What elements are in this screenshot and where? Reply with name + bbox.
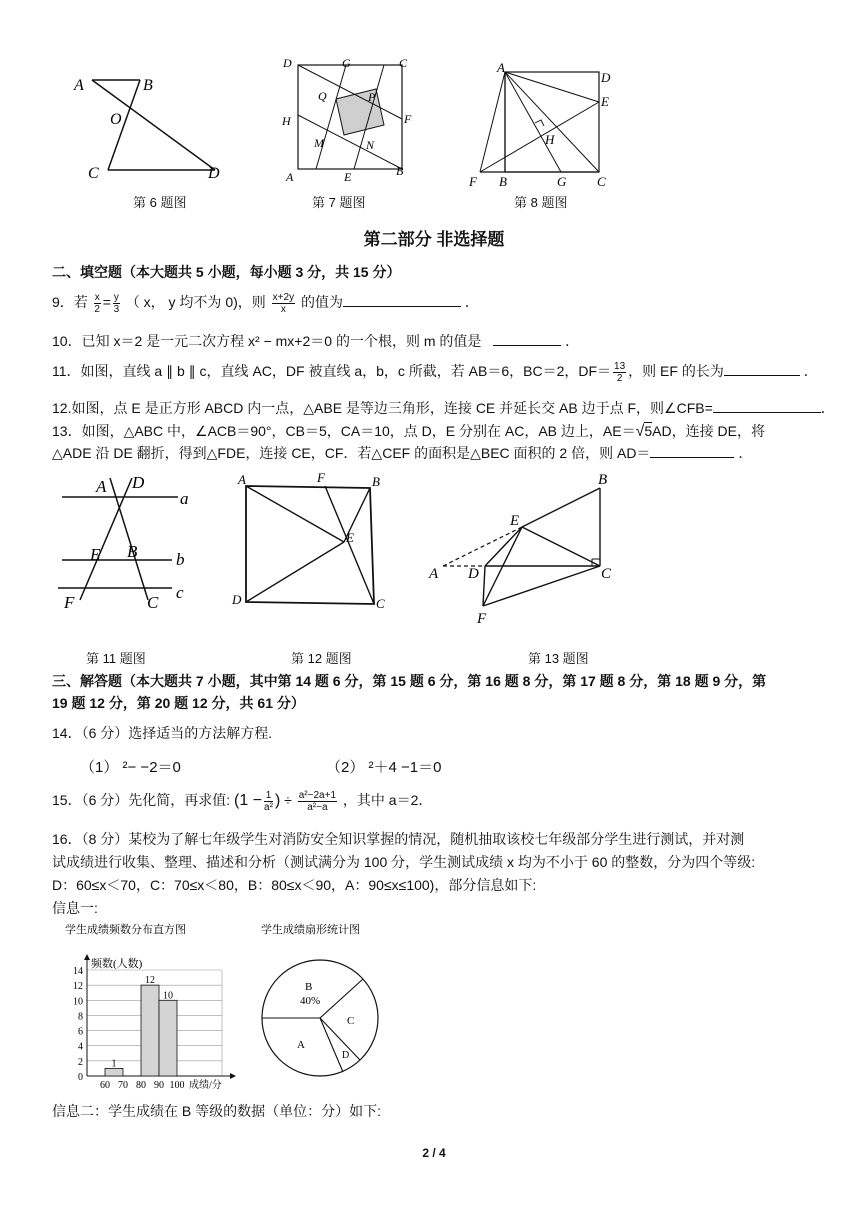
- label-H: H: [545, 132, 555, 147]
- label-E: E: [90, 545, 101, 564]
- answer-blank-10[interactable]: [493, 345, 561, 346]
- part2-title: 第二部分 非选择题: [363, 230, 505, 249]
- label-B: B: [396, 164, 404, 178]
- figure-13: [425, 468, 620, 628]
- label-F: F: [469, 174, 477, 189]
- fraction-x2y-over-x: $\frac{x+2y}{x}$: [272, 292, 295, 315]
- y-tick-label: 0: [78, 1072, 83, 1083]
- figure-11-caption: 第 11 题图: [86, 651, 146, 666]
- label-C: C: [399, 56, 408, 70]
- label-C: C: [597, 174, 606, 189]
- label-D: D: [208, 165, 220, 182]
- label-D: D: [132, 473, 145, 492]
- label-E: E: [510, 513, 520, 529]
- answer-blank-9[interactable]: [343, 306, 461, 307]
- q9-end: ．: [464, 294, 479, 311]
- label-M: M: [314, 136, 324, 150]
- pie-divider-bc: [320, 979, 363, 1018]
- label-b: b: [176, 550, 185, 569]
- label-a: a: [180, 489, 189, 508]
- q15-divide: ÷: [284, 792, 292, 809]
- x-tick-label: 60: [100, 1080, 110, 1090]
- x-tick-label: 90: [154, 1080, 164, 1090]
- fraction-1-over-a2: $\frac{1}{\text{a²}}$: [264, 790, 273, 813]
- label-C: C: [601, 566, 612, 582]
- label-H: H: [282, 114, 291, 128]
- label-E: E: [601, 94, 609, 109]
- label-P: P: [368, 90, 376, 104]
- q9-pre: 9．若: [52, 294, 88, 311]
- y-axis-arrow: [84, 954, 90, 960]
- question-15: [52, 790, 432, 813]
- question-14-part2: （2） ²＋4 −1＝0: [326, 759, 442, 776]
- label-E: E: [346, 530, 354, 545]
- histogram-bar: [159, 1000, 177, 1076]
- pie-title: 学生成绩扇形统计图: [261, 924, 360, 936]
- pie-slice-b-value: 40%: [300, 995, 321, 1007]
- figure-13-caption: 第 13 题图: [528, 651, 589, 666]
- label-B: B: [598, 472, 608, 488]
- q11-pre: 11．如图，直线 a ∥ b ∥ c，直线 AC，DF 被直线 a，b，c 所截，若 AB＝6，BC＝2，DF＝: [52, 363, 612, 380]
- q15-paren-open: (1 −: [234, 792, 263, 810]
- label-G: G: [342, 56, 351, 70]
- y-tick-label: 4: [78, 1041, 83, 1053]
- y-tick-label: 10: [73, 996, 83, 1008]
- pie-divider-da: [320, 1018, 343, 1072]
- section3-title-line1: 三、解答题（本大题共 7 小题，其中第 14 题 6 分，第 15 题 6 分，第 16 题 8 分，第 17 题 8 分，第 18 题 9 分，第: [52, 673, 767, 689]
- y-tick-label: 12: [73, 981, 83, 993]
- section3-title-line2: 19 题 12 分，第 20 题 12 分，共 61 分）: [52, 695, 305, 711]
- x-tick-label: 100: [169, 1080, 185, 1090]
- q11-post: ，则 EF 的长为: [628, 363, 724, 380]
- figure-8: [465, 60, 625, 190]
- label-F: F: [64, 593, 75, 612]
- x-tick-label: 70: [118, 1080, 128, 1090]
- figure-8-caption: 第 8 题图: [514, 195, 568, 210]
- q15-pre: 15．（6 分）先化简，再求值:: [52, 792, 231, 809]
- bar-data-label: 1: [111, 1058, 117, 1070]
- pie-slice-c-label: C: [347, 1015, 355, 1027]
- figure-6: [70, 70, 230, 185]
- question-16-line3: D：60≤x＜70，C：70≤x＜80，B：80≤x＜90，A：90≤x≤100)，部分信息如下:: [52, 877, 537, 893]
- pie-slice-b-label: B: [305, 981, 313, 993]
- sqrt-radicand: 5: [644, 423, 653, 439]
- q10-text: 10．已知 x＝2 是一元二次方程 x² − mx+2＝0 的一个根，则 m 的值是: [52, 333, 482, 349]
- label-A: A: [96, 477, 107, 496]
- pie-chart: [245, 920, 395, 1080]
- y-tick-label: 6: [78, 1026, 83, 1038]
- question-13-line2: [52, 443, 752, 463]
- histogram-bar: [141, 985, 159, 1076]
- label-B: B: [499, 174, 507, 189]
- question-14-title: 14．（6 分）选择适当的方法解方程.: [52, 725, 273, 741]
- label-Q: Q: [318, 89, 327, 103]
- label-C: C: [88, 165, 99, 182]
- figure-6-caption: 第 6 题图: [133, 195, 187, 210]
- histogram-chart: [55, 920, 255, 1090]
- label-O: O: [110, 111, 122, 128]
- q10-end: ．: [565, 333, 580, 349]
- q11-end: ．: [803, 363, 818, 380]
- q15-post: ，其中 a＝2．: [342, 792, 433, 809]
- sqrt-symbol: √: [635, 423, 645, 440]
- q12-text: 12.如图，点 E 是正方形 ABCD 内一点，△ABE 是等边三角形，连接 CE 并延长交 AB 边于点 F，则∠CFB=: [52, 400, 713, 416]
- label-A: A: [74, 77, 84, 94]
- label-B: B: [372, 474, 380, 489]
- label-C: C: [376, 596, 385, 611]
- pie-slice-a-label: A: [297, 1039, 305, 1051]
- label-B: B: [143, 77, 153, 94]
- question-13-line1: [52, 421, 765, 441]
- label-D: D: [601, 70, 611, 85]
- y-tick-label: 14: [73, 966, 83, 977]
- page-footer: 2 / 4: [422, 1146, 446, 1160]
- q13-line1-pre: 13．如图，△ABC 中，∠ACB＝90°，CB＝5，CA＝10，点 D，E 分别在 AC，AB 边上，AE＝: [52, 423, 636, 439]
- figure-7: [280, 55, 420, 185]
- question-14-part1: （1） ²− −2＝0: [80, 759, 181, 776]
- question-16-line1: 16．（8 分）某校为了解七年级学生对消防安全知识掌握的情况，随机抽取该校七年级部分学生进行测试，并对测: [52, 831, 745, 847]
- q9-mid: （ x， y 均不为 0)，则: [125, 294, 266, 311]
- answer-blank-13[interactable]: [650, 457, 734, 458]
- info-1-label: 信息一:: [52, 900, 98, 916]
- bar-data-label: 12: [145, 975, 155, 987]
- section2-title: 二、填空题（本大题共 5 小题，每小题 3 分，共 15 分）: [52, 264, 401, 280]
- fraction-13-over-2: $\frac{13}{2}$: [614, 361, 626, 384]
- label-C: C: [147, 593, 159, 612]
- figure-12-caption: 第 12 题图: [291, 651, 352, 666]
- bar-data-label: 10: [163, 990, 173, 1002]
- x-axis-label: 成绩/分: [189, 1080, 222, 1090]
- label-A: A: [238, 472, 246, 487]
- y-tick-label: 8: [78, 1011, 83, 1023]
- label-D: D: [232, 592, 242, 607]
- question-10: [52, 331, 579, 351]
- label-E: E: [344, 170, 352, 184]
- y-axis-label: 频数(人数): [91, 958, 143, 970]
- question-16-line2: 试成绩进行收集、整理、描述和分析（测试满分为 100 分，学生测试成绩 x 均为不小于 60 的整数，分为四个等级:: [52, 854, 756, 870]
- q12-end: ．: [820, 400, 835, 416]
- x-tick-label: 80: [136, 1080, 146, 1090]
- info-2-label: 信息二：学生成绩在 B 等级的数据（单位：分）如下:: [52, 1103, 382, 1119]
- label-A: A: [286, 170, 294, 184]
- label-N: N: [366, 138, 375, 152]
- q13-line1-post: AD，连接 DE，将: [652, 423, 765, 439]
- histogram-title: 学生成绩频数分布直方图: [65, 924, 186, 936]
- label-A: A: [497, 60, 505, 75]
- figure-7-caption: 第 7 题图: [312, 195, 366, 210]
- pie-slice-d-label: D: [342, 1050, 350, 1061]
- question-9: [52, 292, 479, 315]
- label-D: D: [283, 56, 292, 70]
- label-c: c: [176, 583, 184, 602]
- question-12: [52, 398, 835, 418]
- q9-post: 的值为: [300, 294, 343, 311]
- label-B: B: [127, 542, 138, 561]
- answer-blank-12[interactable]: [713, 412, 821, 413]
- answer-blank-11[interactable]: [724, 375, 800, 376]
- question-11: [52, 361, 818, 384]
- label-F: F: [404, 112, 412, 126]
- fraction-expr: $\frac{\text{a²−2a+1}}{\text{a²−a}}$: [298, 790, 337, 813]
- q15-paren-close: ): [274, 792, 281, 810]
- figure-11: [50, 470, 200, 615]
- histogram-bar: [105, 1068, 123, 1076]
- fraction-x-over-2: $\frac{x}{2}$: [94, 292, 100, 315]
- label-A: A: [429, 566, 439, 582]
- y-tick-label: 2: [78, 1056, 83, 1068]
- q13-line2-text: △ADE 沿 DE 翻折，得到△FDE，连接 CE，CF．若△CEF 的面积是△BEC 面积的 2 倍，则 AD＝: [52, 445, 651, 461]
- fraction-y-over-3: $\frac{y}{3}$: [113, 292, 120, 315]
- label-D: D: [468, 566, 479, 582]
- label-G: G: [557, 174, 567, 189]
- figure-12: [228, 470, 388, 615]
- label-F: F: [477, 611, 487, 627]
- x-axis-arrow: [230, 1073, 236, 1079]
- q13-end: ．: [738, 445, 753, 461]
- label-F: F: [317, 470, 325, 485]
- q9-eq: =: [102, 294, 111, 311]
